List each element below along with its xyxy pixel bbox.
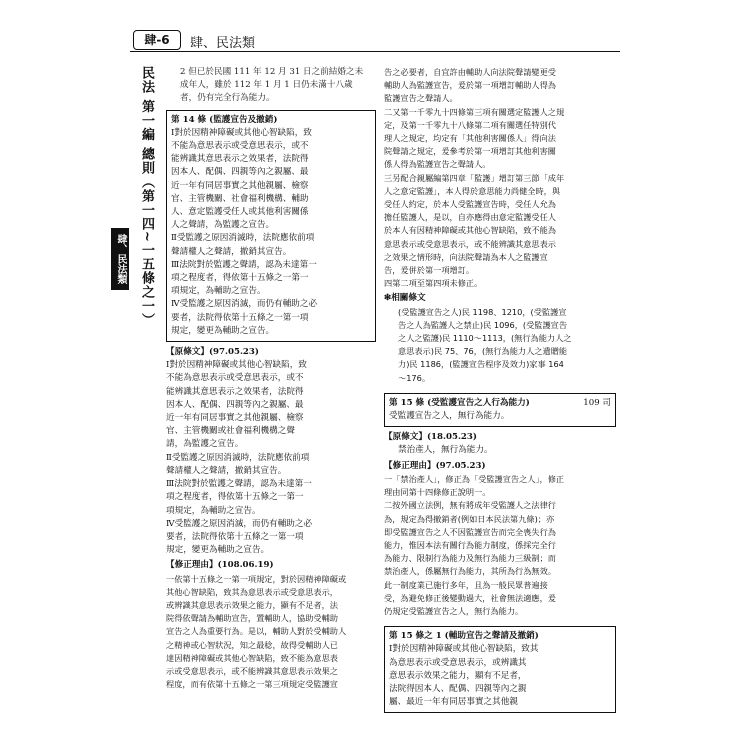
amendment-reason-heading: 【修正理由】(108.06.19)	[166, 560, 274, 571]
related-line: 意思表示)民 75、76，(無行為能力人之遺贈能	[398, 346, 568, 357]
reason-line: 理人之規定，均定有「其他利害關係人」得向法	[384, 133, 556, 144]
reason-line: 二又第一千零九十四條第三項有關選定監護人之規	[384, 106, 565, 117]
original-line: 近一年有同居事實之其他親屬、檢察	[166, 413, 304, 424]
reason-line: 係人得為監護宣告之聲請人。	[384, 159, 491, 170]
article-line: 不能為意思表示或受意思表示，或不	[171, 141, 309, 152]
amendment-reason-continued	[384, 66, 616, 290]
reason-line: 擔任監護人，是以，自亦應得由意定監護受任人	[384, 212, 556, 223]
original-text	[166, 359, 376, 557]
reason-line: 為能力、限制行為能力及無行為能力三級制；而	[384, 553, 556, 564]
reason-line: 告之必要者，自宜許由輔助人向法院聲請變更受	[384, 67, 556, 77]
original-line: Ⅰ對於因精神障礙或其他心智缺陷，致	[166, 360, 307, 371]
original-text-heading: 【原條文】(97.05.23)	[166, 347, 259, 358]
reason-line: 院聲請之規定，爰參考於第一項增訂其他利害關	[384, 146, 556, 157]
article-line: 規定，變更為輔助之宣告。	[171, 325, 275, 336]
reason-line: 一「禁治產人」，修正為「受監護宣告之人」，修正	[384, 473, 565, 484]
reason-line: 於本人有因精神障礙或其他心智缺陷，致不能為	[384, 225, 556, 236]
article-14-text	[171, 127, 371, 338]
article-line: 因本人、配偶、四親等內之親屬、最	[171, 167, 309, 178]
running-section-label: 民法 第一編 總則（第一四~一五條之一）	[139, 66, 154, 327]
original-15-body: 禁治產人，無行為能力。	[398, 445, 493, 456]
article-line: 人之聲請，為監護之宣告。	[171, 220, 275, 231]
original-line: 項規定，為輔助之宣告。	[166, 505, 261, 516]
article-line: Ⅱ受監護之原因消滅時，法院應依前項	[171, 233, 315, 244]
reason-line: 三另配合親屬編第四章「監護」增訂第三節「成年	[384, 172, 565, 183]
reason-line: 輔助人為監護宣告，爰於第一項增訂輔助人得為	[384, 80, 556, 91]
original-line: Ⅳ受監護之原因消滅，而仍有輔助之必	[166, 518, 313, 529]
article-14-box	[166, 110, 376, 342]
original-line: 聲請權人之聲請，撤銷其宣告。	[166, 465, 287, 476]
reason-line: 即受監護宣告之人不因監護宣告而完全喪失行為	[384, 526, 556, 537]
reason-line: 院得依聲請為輔助宣告，置輔助人，協助受輔助	[166, 613, 338, 624]
article-line: 項之程度者，得依第十五條之一第一	[171, 273, 309, 284]
original-line: 項之程度者，得依第十五條之一第一	[166, 492, 304, 503]
original-line: 官、主管機關或社會福利機構之聲	[166, 426, 295, 437]
related-articles-heading: ❇相關條文	[384, 293, 426, 304]
original-15-heading: 【原條文】(18.05.23)	[384, 432, 477, 443]
article-line: 人、意定監護受任人或其他利害關係	[171, 207, 309, 218]
reason-line: 示或受意思表示，或不能辨識其意思表示效果之	[166, 665, 338, 676]
original-line: 因本人、配偶、四親等內之親屬、最	[166, 399, 304, 410]
header-divider	[130, 51, 620, 52]
article-line: Ⅰ對於因精神障礙或其他心智缺陷，致	[171, 127, 312, 138]
article-line: Ⅲ法院對於監護之聲請，認為未達第一	[171, 259, 317, 270]
original-line: 要者，法院得依第十五條之一第一項	[166, 531, 304, 542]
reason-line: 之效果之情形時，向法院聲請為本人之監護宣	[384, 251, 548, 262]
reason-line: 一依第十五條之一第一項規定，對於因精神障礙或	[166, 573, 347, 584]
original-line: Ⅱ受監護之原因消滅時，法院應依前項	[166, 452, 310, 463]
reason-line: 程度，而有依第十五條之一第三項規定受監護宣	[166, 679, 338, 690]
reason-line: 意思表示或受意思表示，或不能辨識其意思表示	[384, 238, 556, 249]
article-line: Ⅳ受監護之原因消滅，而仍有輔助之必	[171, 299, 318, 310]
reason-line: 能力，惟因本法有關行為能力制度，係採完全行	[384, 539, 556, 550]
article-line: 要者，法院得依第十五條之一第一項	[171, 312, 309, 323]
article-15-1-box	[384, 626, 616, 713]
article-14-title: 第 14 條 (監護宣告及撤銷)	[171, 114, 278, 125]
related-line: ～176。	[398, 372, 431, 383]
article-15-body: 受監護宣告之人，無行為能力。	[389, 411, 510, 422]
related-line: 之人之監護)民 1110～1113，(無行為能力人之	[398, 333, 572, 344]
amendment-reason-text	[166, 573, 376, 692]
article-line: Ⅰ對於因精神障礙或其他心智缺陷，致其	[389, 644, 539, 655]
chapter-title: 肆、民法類	[190, 36, 256, 51]
text-line: 2 但已於民國 111 年 12 月 31 日之前結婚之未	[180, 67, 364, 77]
article-15-title-text: 第 15 條 (受監護宣告之人行為能力)	[389, 397, 530, 408]
article-line: 近一年有同居事實之其他親屬、檢察	[171, 180, 309, 191]
reason-line: 受，為避免修正後變動過大，社會無法適應，爰	[384, 592, 556, 603]
reason-line: 禁治產人，係屬無行為能力，其所為行為無效。	[384, 566, 556, 577]
article-line: 意思表示效果之能力，顯有不足者，	[389, 670, 527, 681]
reason-line: 為，規定為得撤銷者(例如日本民法第九條)；亦	[384, 513, 555, 524]
original-line: 能辨識其意思表示之效果者，法院得	[166, 386, 304, 397]
original-line: Ⅲ法院對於監護之聲請，認為未達第一	[166, 479, 312, 490]
reason-line: 此一制度業已施行多年，且為一般民眾普遍接	[384, 579, 548, 590]
reason-line: 四第二項至第四項未修正。	[384, 278, 483, 289]
amendment-15-heading: 【修正理由】(97.05.23)	[384, 460, 486, 471]
article-line: 法院得因本人、配偶、四親等內之親	[389, 683, 527, 694]
original-line: 規定，變更為輔助之宣告。	[166, 545, 270, 556]
reason-line: 告，爰併於第一項增訂。	[384, 265, 475, 276]
reason-line: 理由同第十四條修正說明一。	[384, 487, 491, 498]
article-15-1-text	[389, 643, 611, 709]
related-line: 力)民 1186，(監護宣告程序及效力)家事 164	[398, 359, 564, 370]
exam-reference: 109 司	[583, 397, 611, 408]
amendment-15-text	[384, 473, 616, 618]
reason-line: 定，及第一千零九十八條第二項有關選任特別代	[384, 119, 556, 130]
text-line: 成年人，雖於 112 年 1 月 1 日仍未滿十八歲	[180, 80, 353, 91]
article-15-title	[389, 397, 611, 410]
related-line: (受監護宣告之人)民 1198、1210，(受監護宣	[398, 306, 567, 317]
article-line: 能辨識其意思表示之效果者，法院得	[171, 154, 309, 165]
article-line: 屬、最近一年有同居事實之其他親	[389, 697, 518, 708]
reason-line: 仍規定受監護宣告之人，無行為能力。	[384, 605, 524, 616]
reason-line: 監護宣告之聲請人。	[384, 93, 458, 104]
intro-paragraph	[166, 66, 376, 106]
article-line: 項規定，為輔助之宣告。	[171, 286, 266, 297]
original-line: 請，為監護之宣告。	[166, 439, 244, 450]
article-15-box	[384, 393, 616, 427]
right-column	[384, 66, 616, 717]
article-15-1-title: 第 15 條之 1 (輔助宣告之聲請及撤銷)	[389, 631, 539, 642]
reason-line: 二按外國立法例，無有將成年受監護人之法律行	[384, 500, 556, 511]
reason-line: 或辨識其意思表示效果之能力，顯有不足者，法	[166, 599, 338, 610]
left-column	[166, 66, 376, 691]
chapter-thumb-tab: 肆、民法類	[111, 228, 129, 290]
related-line: 告之人為監護人之禁止)民 1096，(受監護宣告	[398, 319, 568, 330]
article-line: 官、主管機關、社會福利機構、輔助	[171, 193, 309, 204]
related-articles-text	[384, 306, 616, 385]
page-number-tab: 肆-6	[133, 30, 181, 50]
reason-line: 受任人約定，於本人受監護宣告時，受任人允為	[384, 199, 556, 210]
article-line: 聲請權人之聲請，撤銷其宣告。	[171, 246, 292, 257]
reason-line: 宣告之人為重要行為。是以，輔助人對於受輔助人	[166, 626, 347, 637]
article-line: 為意思表示或受意思表示，或辨識其	[389, 657, 527, 668]
original-line: 不能為意思表示或受意思表示，或不	[166, 373, 304, 384]
reason-line: 之精神或心智狀況，知之最稔，故得受輔助人已	[166, 639, 338, 650]
text-line: 者，仍有完全行為能力。	[180, 93, 275, 104]
reason-line: 人之意定監護」，本人得於意思能力尚健全時，與	[384, 185, 561, 196]
reason-line: 其他心智缺陷，致其為意思表示或受意思表示，	[166, 586, 338, 597]
reason-line: 達因精神障礙或其他心智缺陷，致不能為意思表	[166, 652, 338, 663]
